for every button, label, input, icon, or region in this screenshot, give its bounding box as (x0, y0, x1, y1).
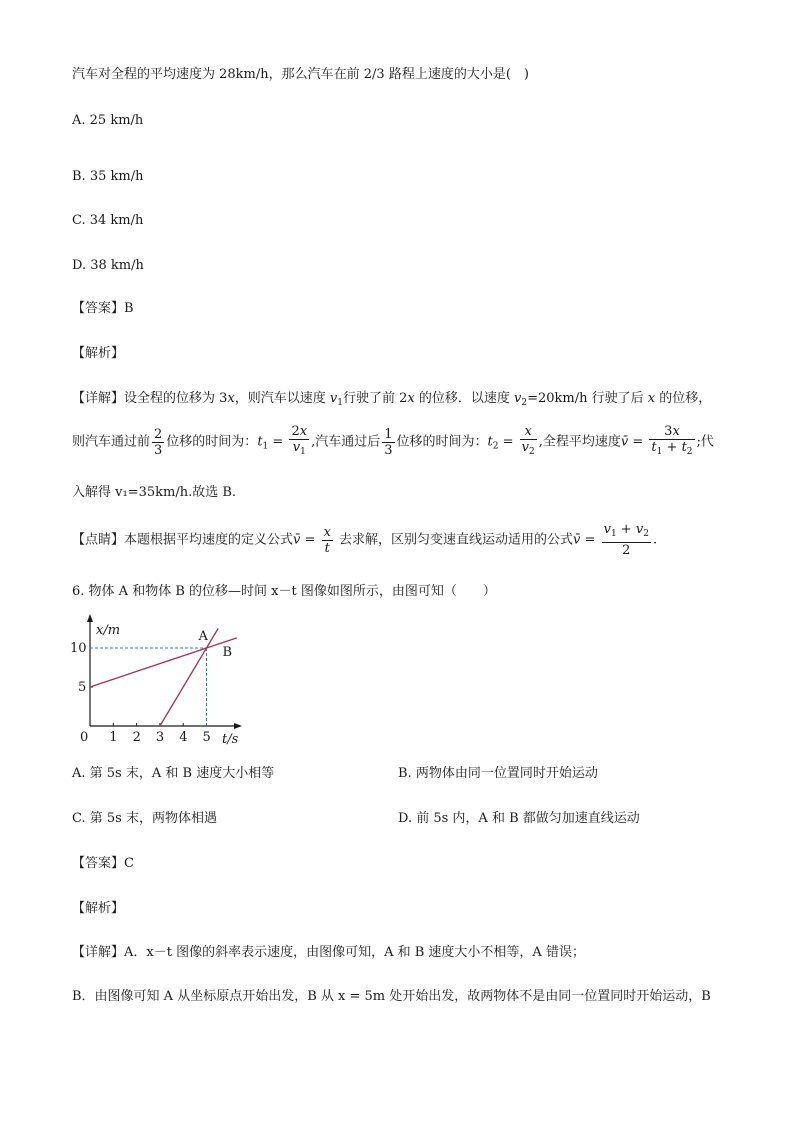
question-6-stem: 6. 物体 A 和物体 B 的位移—时间 x－t 图像如图所示，由图可知（ ） (72, 584, 496, 599)
fraction-t1: $\frac{2x}{v_1}$ (291, 424, 308, 457)
option-a: A. 25 km/h (72, 113, 144, 128)
q6-detail-line-b: B．由图像可知 A 从坐标原点开始出发，B 从 x = 5m 处开始出发，故两物体不是由同一位置同时开始运动，B (72, 989, 711, 1004)
option-b: B. 35 km/h (72, 169, 144, 184)
y-tick-label: 10 (70, 641, 87, 656)
series-line-b (90, 638, 237, 687)
q6-answer-line (72, 855, 134, 873)
fraction-t2: $\frac{x}{v_2}$ (521, 424, 535, 457)
x-tick-label: 5 (202, 730, 211, 745)
option-c: C. 34 km/h (72, 213, 144, 228)
fraction-mean: $\frac{v_1 + v_2}{2}$ (603, 522, 649, 558)
comment-line: 【点睛】本题根据平均速度的定义公式v̄ = $\frac{x}{t}$ 去求解，区别匀变速直线运动适用的公式v̄ = $\frac{v_1 + v_2}{2}$ . (72, 522, 658, 558)
q6-detail-label: 【详解】 (72, 945, 125, 960)
q6-analysis-label: 【解析】 (72, 901, 125, 916)
x-tick-label: 2 (132, 730, 141, 745)
y-axis-arrow (87, 614, 93, 622)
q6-option-d: D. 前 5s 内，A 和 B 都做匀加速直线运动 (398, 811, 640, 826)
fraction-average: $\frac{3x}{t_1 + t_2}$ (651, 424, 693, 457)
q6-option-a: A. 第 5s 末，A 和 B 速度大小相等 (72, 766, 275, 781)
x-axis-arrow (234, 723, 242, 729)
question-stem: 汽车对全程的平均速度为 28km/h，那么汽车在前 2/3 路程上速度的大小是( ) (72, 67, 529, 82)
answer-line (72, 300, 134, 318)
q6-option-c: C. 第 5s 末，两物体相遇 (72, 811, 217, 826)
q6-option-b: B. 两物体由同一位置同时开始运动 (398, 766, 598, 781)
x-tick-label: 4 (179, 730, 188, 745)
fraction-def: $\frac{x}{t}$ (323, 524, 331, 556)
detail-line-3: 入解得 v₁=35km/h.故选 B. (72, 485, 237, 500)
x-tick-label: 3 (155, 730, 165, 745)
detail-line-1: 【详解】设全程的位移为 3x，则汽车以速度 $v_1$行驶了前 2x 的位移．以速度 $v_2=20km/h$ 行驶了后 x 的位移， (72, 391, 712, 408)
q6-answer-value: C (124, 856, 134, 871)
q6-detail-line-a: 【详解】A．x－t 图像的斜率表示速度，由图像可知，A 和 B 速度大小不相等，A 错误； (72, 945, 585, 960)
y-axis-label: x/m (96, 623, 121, 638)
series-label-a: A (198, 629, 208, 644)
fraction-two-thirds: $\frac{2}{3}$ (154, 426, 163, 458)
analysis-label: 【解析】 (72, 346, 125, 361)
q6-answer-label: 【答案】 (72, 856, 125, 871)
answer-value: B (124, 301, 134, 316)
detail-line-2: 则汽车通过前 $\frac{2}{3}$ 位移的时间为：$t_1$ = $\frac{2x}{v_1}$ ,汽车通过后 $\frac{1}{3}$ 位移的时间为：$t_2$ = $\frac{x}{v_2}$ ,全程平均速度v̄ = $\frac{3x}{t_1 + t_2}$ ;代 (72, 424, 714, 460)
series-label-b: B (222, 645, 233, 660)
fraction-one-third: $\frac{1}{3}$ (384, 426, 393, 458)
detail-label: 【详解】 (72, 391, 125, 406)
x-tick-label: 1 (109, 730, 118, 745)
y-tick-label: 5 (78, 680, 87, 695)
comment-label: 【点睛】 (72, 532, 125, 548)
x-tick-label: 0 (80, 730, 89, 745)
chart-root (70, 614, 242, 747)
x-axis-label: t/s (222, 732, 239, 747)
option-d: D. 38 km/h (72, 258, 144, 273)
answer-label: 【答案】 (72, 301, 125, 316)
xt-graph (72, 612, 272, 752)
series-line-a (160, 629, 218, 727)
